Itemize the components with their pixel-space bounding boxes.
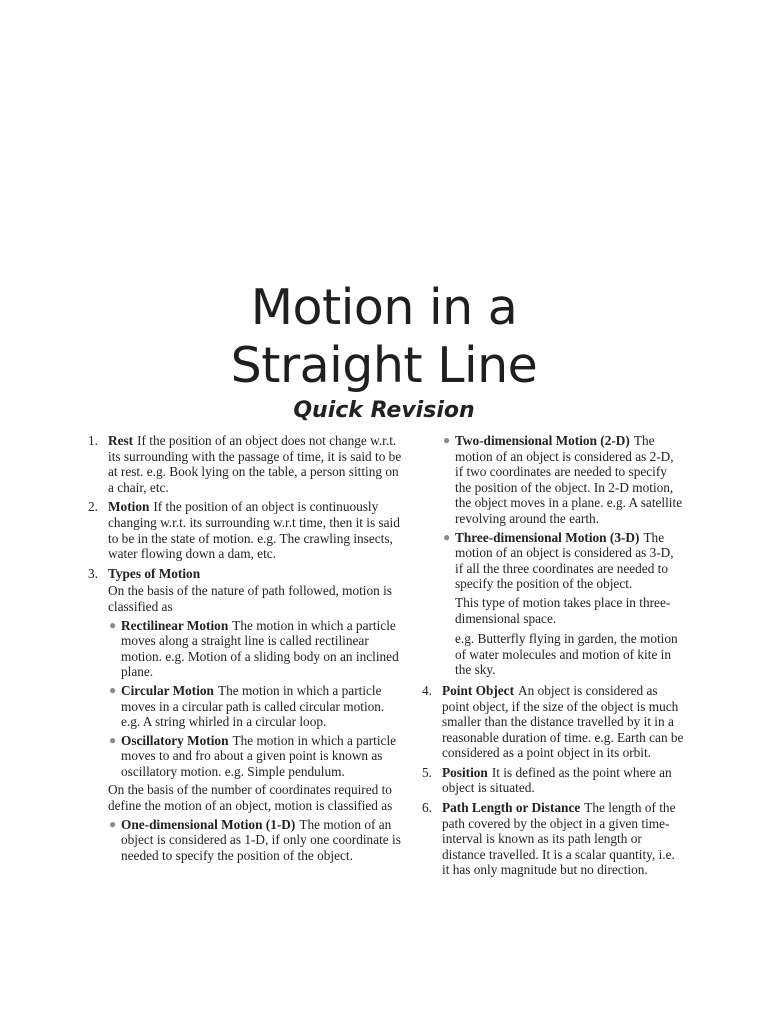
item-paragraph [442, 800, 684, 878]
chapter-title [0, 279, 768, 395]
list-item-types-of-motion [88, 566, 406, 864]
item-intro-2: On the basis of the number of coordinates required to define the motion of an object, motion is classified as [108, 782, 393, 814]
item-lead: Motion [108, 499, 150, 515]
bullet-oscillatory [108, 733, 406, 780]
item-number: 1. [88, 433, 98, 448]
bullet-dot-icon: ● [109, 682, 117, 697]
item-number: 2. [88, 499, 98, 515]
item-paragraph [442, 765, 684, 796]
bullet-lead: Rectilinear Motion [121, 617, 229, 633]
right-bullets [422, 433, 684, 592]
item-paragraph [108, 433, 406, 495]
bullet-rectilinear [108, 618, 406, 680]
right-column [422, 433, 684, 882]
item-paragraph [442, 683, 684, 761]
bullet-dot-icon: ● [109, 732, 117, 747]
item-paragraph [108, 566, 406, 582]
left-column [88, 433, 406, 867]
bullet-lead: Circular Motion [121, 682, 214, 698]
item-lead: Types of Motion [108, 565, 201, 581]
bullet-lead: One-dimensional Motion (1-D) [121, 816, 296, 832]
bullet-dot-icon: ● [109, 816, 117, 831]
section-title: Quick Revision [293, 398, 475, 423]
chapter-title-line2: Straight Line [230, 336, 538, 394]
item-number: 5. [422, 764, 432, 780]
bullet-three-dimensional [442, 530, 684, 592]
bullet-text: The motion of an object is considered as 3-D, if all the three coordinates are needed to specify the position of the object. [455, 529, 674, 592]
bullet-lead: Three-dimensional Motion (3-D) [455, 529, 640, 545]
list-item-rest [88, 433, 406, 495]
item-number: 3. [88, 565, 98, 581]
list-item-point-object [422, 683, 684, 761]
list-item-motion [88, 499, 406, 561]
bullet-text: The motion in which a particle moves to and fro about a given point is known as oscillatory motion. e.g. Simple pendulum. [121, 732, 397, 779]
item-lead: Rest [108, 433, 134, 448]
chapter-title-line1: Motion in a [250, 278, 518, 336]
bullet-text: The motion in which a particle moves in a circular path is called circular motion. e.g. A string whirled in a circular loop. [121, 682, 385, 730]
item-lead: Path Length or Distance [442, 800, 581, 816]
item-lead: Point Object [442, 682, 515, 698]
bullet-dot-icon: ● [443, 529, 451, 544]
item-number: 6. [422, 800, 432, 816]
bullet-lead: Two-dimensional Motion (2-D) [455, 433, 630, 448]
bullet-text: The motion of an object is considered as 2-D, if two coordinates are needed to specify the position of the object. In 2-D motion, the object moves in a plane. e.g. A satellite revolving around the earth. [455, 433, 683, 526]
three-d-example: e.g. Butterfly flying in garden, the motion of water molecules and motion of kite in the sky. [455, 631, 678, 678]
bullet-text: The motion of an object is considered as 1-D, if only one coordinate is needed to specify the position of the object. [121, 816, 401, 863]
item-text: If the position of an object does not change w.r.t. its surrounding with the passage of time, it is said to be at rest. e.g. Book lying on the table, a person sitting on a chair, etc. [108, 433, 402, 495]
item-text: If the position of an object is continuously changing w.r.t. its surrounding w.r.t time, then it is said to be in the state of motion. e.g. The crawling insects, water flowing down a dam, etc. [108, 499, 400, 562]
list-item-position [422, 765, 684, 796]
bullet-two-dimensional [442, 433, 684, 527]
item-text: The length of the path covered by the object in a given time-interval is known as its path length or distance travelled. It is a scalar quantity, i.e. it has only magnitude but no direction. [442, 800, 676, 878]
list-item-path-length [422, 800, 684, 878]
bullet-text: The motion in which a particle moves along a straight line is called rectilinear motion. e.g. Motion of a sliding body on an inclined plane. [121, 617, 399, 680]
three-d-space-note: This type of motion takes place in three-dimensional space. [455, 594, 671, 626]
bullet-one-dimensional [108, 817, 406, 864]
item-number: 4. [422, 682, 432, 698]
item-paragraph [108, 499, 406, 561]
bullet-lead: Oscillatory Motion [121, 732, 229, 748]
item-text: It is defined as the point where an object is situated. [442, 764, 672, 796]
item-intro: On the basis of the nature of path followed, motion is classified as [108, 583, 392, 614]
item-text: An object is considered as point object, if the size of the object is much smaller than the distance travelled by it in a reasonable duration of time. e.g. Earth can be considered as a point object in its orbit. [442, 682, 684, 761]
bullet-dot-icon: ● [443, 433, 451, 447]
bullet-circular [108, 683, 406, 730]
bullet-dot-icon: ● [109, 617, 117, 632]
item-lead: Position [442, 764, 488, 780]
